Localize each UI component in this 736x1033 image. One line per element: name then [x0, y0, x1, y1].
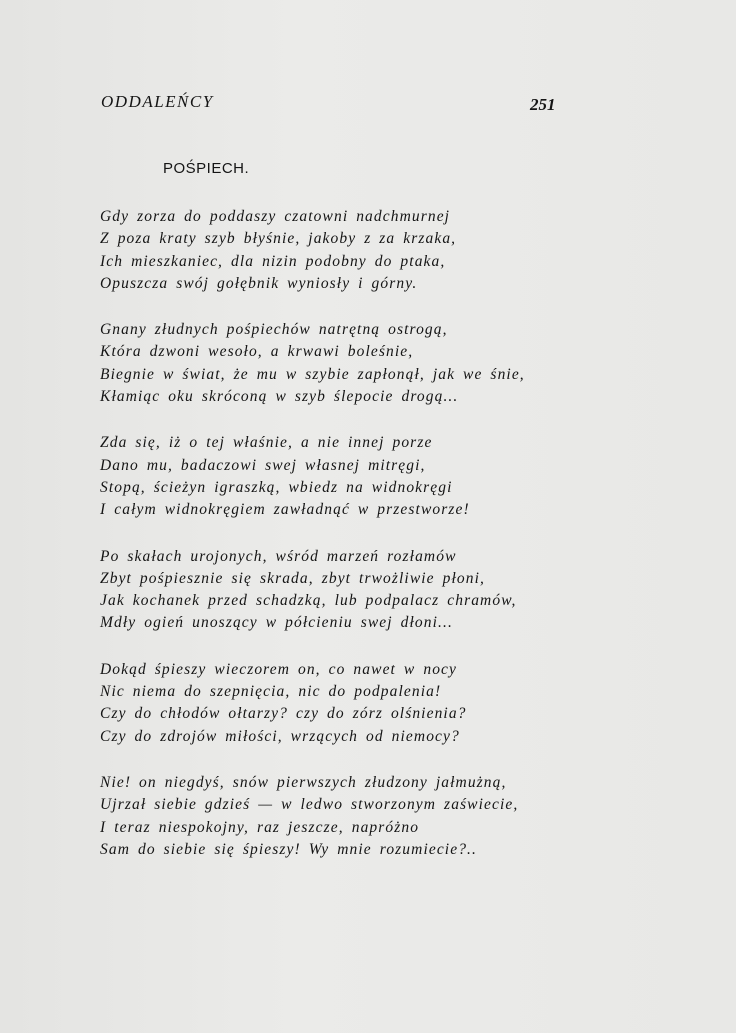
stanza — [100, 772, 525, 861]
poem-line: Która dzwoni wesoło, a krwawi boleśnie, — [100, 343, 414, 361]
poem-line: Biegnie w świat, że mu w szybie zapłonął, jak we śnie, — [100, 365, 525, 383]
poem-line: Opuszcza swój gołębnik wyniosły i górny. — [100, 274, 418, 292]
poem-title: POŚPIECH. — [163, 160, 250, 177]
poem-line: Gdy zorza do poddaszy czatowni nadchmurnej — [100, 208, 451, 225]
stanza — [100, 206, 525, 295]
poem-line: Nie! on niegdyś, snów pierwszych złudzony jałmużną, — [100, 773, 507, 791]
poem-line: Czy do zdrojów miłości, wrzących od niemocy? — [100, 727, 460, 745]
page-number: 251 — [530, 95, 556, 114]
poem-line: Stopą, ścieżyn igraszką, wbiedz na widnokręgi — [100, 478, 453, 496]
stanza — [100, 659, 525, 748]
stanza — [100, 432, 525, 521]
poem-line: Ich mieszkaniec, dla nizin podobny do ptaka, — [100, 252, 446, 270]
poem-body — [100, 206, 525, 885]
poem-line: Ujrzał siebie gdzieś — w ledwo stworzonym zaświecie, — [100, 796, 519, 814]
running-header-title: ODDALEŃCY — [101, 92, 214, 111]
poem-line: Nic niema do szepnięcia, nic do podpalenia! — [100, 683, 442, 701]
poem-line: Dokąd śpieszy wieczorem on, co nawet w nocy — [100, 660, 458, 678]
poem-line: Z poza kraty szyb błyśnie, jakoby z za krzaka, — [100, 230, 457, 248]
poem-line: Sam do siebie się śpieszy! Wy mnie rozumiecie?.. — [100, 840, 477, 858]
poem-line: Jak kochanek przed schadzką, lub podpalacz chramów, — [100, 592, 517, 610]
poem-line: Po skałach urojonych, wśród marzeń rozłamów — [100, 547, 457, 565]
poem-line: Dano mu, badaczowi swej własnej mitręgi, — [100, 456, 426, 474]
stanza — [100, 546, 525, 635]
poem-line: Mdły ogień unoszący w półcieniu swej dłoni... — [100, 614, 453, 632]
poem-line: Kłamiąc oku skróconą w szyb ślepocie drogą... — [100, 388, 459, 406]
poem-line: I teraz niespokojny, raz jeszcze, napróżno — [100, 818, 420, 836]
stanza — [100, 319, 525, 408]
poem-line: Gnany złudnych pośpiechów natrętną ostrogą, — [100, 321, 448, 339]
poem-line: Zbyt pośpiesznie się skrada, zbyt trwożliwie płoni, — [100, 569, 485, 587]
poem-line: Czy do chłodów ołtarzy? czy do zórz olśnienia? — [100, 705, 467, 723]
poem-line: I całym widnokręgiem zawładnąć w przestworze! — [100, 501, 470, 519]
poem-line: Zda się, iż o tej właśnie, a nie innej porze — [100, 434, 433, 452]
